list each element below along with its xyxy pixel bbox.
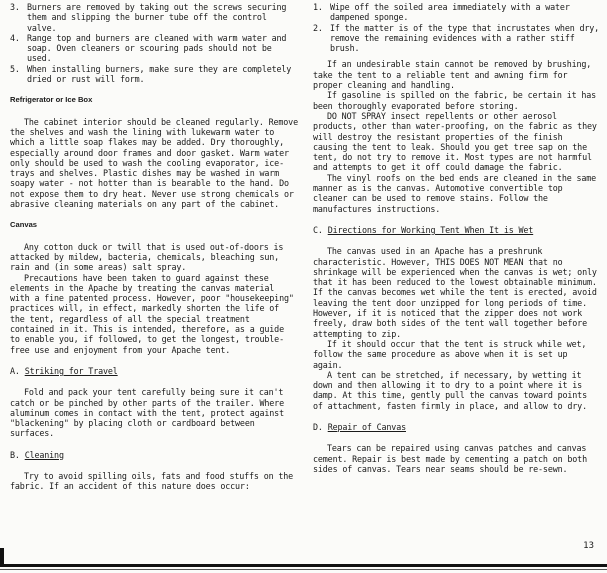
wet-tent-paragraph-3: A tent can be stretched, if necessary, by wetting it down and then allowing it to dry to a point where it is damp. At this time, gently pull the canvas toward points of attachment, fasten firmly in place, and allow to dry.: [313, 369, 587, 411]
refrigerator-paragraph: The cabinet interior should be cleaned regularly. Remove the shelves and wash the lining with lukewarm water to which a little soap flakes may be added. Dry thoroughly, especially around door frames and door gasket. Warm water only should be used to wash the cooling evaporator, ice-trays and shelves. Plastic dishes may be washed in warm soapy water - not hotter than is bearable to the hand. Do not expose them to dry heat. Never use strong chemicals or abrasive cleaning materials on any part of the cabinet.: [10, 116, 298, 210]
striking-paragraph: Fold and pack your tent carefully being sure it can't catch or be pinched by other parts of the trailer. Where aluminum comes in contact with the tent, protect against "blackening" by placing cloth or cardboard between surfaces.: [10, 387, 284, 439]
section-title: Cleaning: [24, 449, 64, 460]
list-item-3: [10, 2, 298, 33]
list-item-4: [10, 33, 298, 64]
list-text: When installing burners, make sure they are completely dried or rust will form.: [27, 63, 292, 85]
list-item-2: [313, 23, 601, 54]
heading-striking-for-travel: [10, 366, 298, 376]
heading-wet-tent: [313, 225, 601, 235]
repair-paragraph: Tears can be repaired using canvas patches and canvas cement. Repair is best made by cementing a patch on both sides of canvas. Tears near seams should be re-sewn.: [313, 443, 587, 474]
list-number: 2.: [313, 22, 323, 33]
list-item-5: [10, 64, 298, 85]
heading-refrigerator: Refrigerator or Ice Box: [10, 95, 93, 105]
gasoline-paragraph: If gasoline is spilled on the fabric, be certain it has been thoroughly evaporated before storing.: [313, 90, 597, 111]
section-title: Striking for Travel: [24, 365, 118, 376]
list-text: Wipe off the soiled area immediately with a water dampened sponge.: [330, 2, 570, 23]
list-text: Range top and burners are cleaned with warm water and soap. Oven cleaners or scouring pads should not be used.: [27, 32, 287, 64]
cleaning-paragraph: Try to avoid spilling oils, fats and food stuffs on the fabric. If an accident of this nature does occur:: [10, 470, 294, 492]
page-number: 13: [583, 541, 594, 551]
vinyl-paragraph: The vinyl roofs on the bed ends are cleaned in the same manner as is the canvas. Automotive convertible top cleaner can be used to remove stains. Follow the manufactures instructions.: [313, 172, 597, 214]
list-number: 1.: [313, 2, 323, 12]
canvas-paragraph-1: Any cotton duck or twill that is used out-of-doors is attacked by mildew, bacteria, chemicals, bleaching sun, rain and (in some areas) salt spray.: [10, 241, 284, 273]
spray-paragraph: DO NOT SPRAY insect repellents or other aerosol products, other than water-proofing, on the fabric as they will destroy the resistant properties of the finish causing the tent to leak. Should you get tree sap on the tent, do not try to remove it. Most types are not harmful and attempts to get it off could damage the fabric.: [313, 110, 597, 173]
list-number: 3.: [10, 2, 20, 12]
section-letter: A.: [10, 365, 20, 376]
bottom-rule-thin: [0, 569, 607, 570]
section-title: Directions for Working Tent When It is Wet: [327, 224, 534, 235]
section-title: Repair of Canvas: [327, 421, 406, 432]
wet-tent-paragraph-2: If it should occur that the tent is struck while wet, follow the same procedure as above when it is set up again.: [313, 338, 587, 370]
heading-repair-of-canvas: [313, 422, 601, 432]
list-text: Burners are removed by taking out the screws securing them and slipping the burner tube off the control valve.: [27, 2, 287, 33]
stain-paragraph: If an undesirable stain cannot be removed by brushing, take the tent to a reliable tent and awning firm for proper cleaning and handling.: [313, 59, 592, 91]
section-letter: D.: [313, 421, 323, 432]
bottom-rule: [0, 564, 607, 567]
heading-canvas: Canvas: [10, 220, 38, 230]
right-column: [313, 2, 601, 474]
list-number: 4.: [10, 32, 20, 43]
list-text: If the matter is of the type that incrustates when dry, remove the remaining evidences with a rather stiff brush.: [330, 22, 600, 54]
canvas-paragraph-2: Precautions have been taken to guard against these elements in the Apache by treating the canvas material with a fine patented process. However, poor "housekeeping" practices will, in effect, markedly shorten the life of the tent, regardless of all the special treatment contained in it. This is intended, therefore, as a guide to enable you, if followed, to get the longest, trouble-free use and enjoyment from your Apache tent.: [10, 272, 294, 355]
left-column: [10, 2, 298, 492]
section-letter: B.: [10, 449, 20, 460]
list-number: 5.: [10, 63, 20, 74]
wet-tent-paragraph-1: The canvas used in an Apache has a preshrunk characteristic. However, THIS DOES NOT MEAN that no shrinkage will be experienced when the canvas is wet; only that it has been reduced to the lowest obtainable minimum. If the canvas becomes wet while the tent is erected, avoid leaving the tent door unzipped for long periods of time. However, if it is noticed that the zipper does not work freely, draw both sides of the tent wall together before attempting to zip.: [313, 246, 597, 339]
list-item-1: [313, 2, 601, 23]
section-letter: C.: [313, 224, 323, 235]
heading-cleaning: [10, 450, 298, 460]
